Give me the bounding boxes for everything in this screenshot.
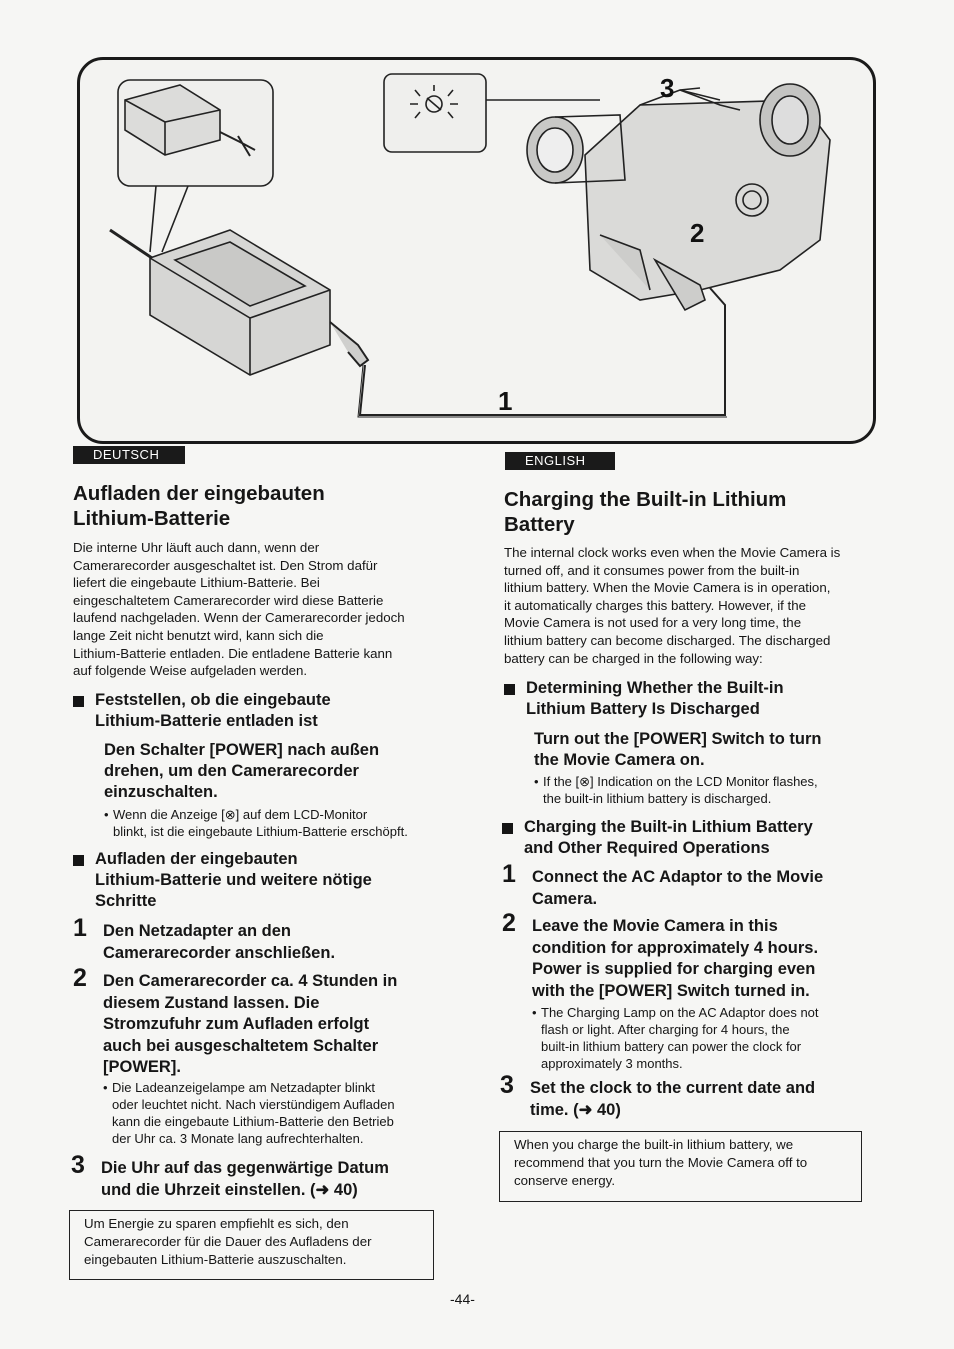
figure-label-3: 3 [660, 73, 675, 103]
english-note-line: the built-in lithium battery is discharged. [543, 791, 772, 806]
deutsch-intro-line: Die interne Uhr läuft auch dann, wenn der [73, 540, 320, 555]
deutsch-section-1-note [104, 806, 444, 840]
english-energy-tip-box [499, 1131, 862, 1202]
deutsch-energy-tip-box [69, 1210, 434, 1280]
english-intro-line: The internal clock works even when the Movie Camera is [504, 545, 841, 560]
deutsch-intro [73, 539, 453, 680]
step-number: 2 [73, 964, 87, 992]
deutsch-section-1-line: Lithium-Batterie entladen ist [95, 712, 318, 730]
deutsch-step-2-line: Stromzufuhr zum Aufladen erfolgt [103, 1015, 370, 1033]
step-number: 3 [500, 1071, 514, 1099]
deutsch-step-2-line: auch bei ausgeschaltetem Schalter [103, 1036, 379, 1055]
camera-charging-illustration [80, 60, 873, 441]
english-note-line: approximately 3 months. [541, 1056, 683, 1071]
deutsch-step-3-line: und die Uhrzeit einstellen. (➜ 40) [101, 1180, 358, 1199]
english-intro-line: it automatically charges this battery. However, if the [504, 597, 807, 613]
deutsch-box-line: eingebauten Lithium-Batterie auszuschalten. [84, 1252, 347, 1267]
english-step-2-line: condition for approximately 4 hours. [532, 938, 819, 957]
english-step-3-line: Set the clock to the current date and [530, 1079, 816, 1097]
english-intro [504, 544, 884, 667]
deutsch-step-1 [73, 914, 453, 964]
deutsch-section-2-line: Schritte [95, 892, 157, 910]
english-box-line: recommend that you turn the Movie Camera off to [514, 1155, 808, 1170]
deutsch-note-line: Wenn die Anzeige [⊗] auf dem LCD-Monitor [113, 807, 368, 822]
deutsch-note-line: blinkt, ist die eingebaute Lithium-Batterie erschöpft. [113, 824, 408, 839]
english-note-line: built-in lithium battery can power the clock for [541, 1039, 802, 1054]
deutsch-step-3-line: Die Uhr auf das gegenwärtige Datum [101, 1159, 389, 1177]
english-intro-line: turned off, and it consumes power from the built-in [504, 562, 800, 578]
english-note-line: flash or light. After charging for 4 hours, the [541, 1022, 790, 1037]
english-note-line: The Charging Lamp on the AC Adaptor does not [541, 1005, 819, 1020]
english-section-1-line: Lithium Battery Is Discharged [526, 700, 760, 718]
bullet-icon: • [534, 774, 539, 789]
deutsch-intro-line: lange Zeit nicht benutzt wird, kann sich die [73, 627, 324, 643]
bullet-icon: • [103, 1080, 108, 1095]
language-tag-english: ENGLISH [505, 452, 615, 470]
english-intro-line: lithium battery. When the Movie Camera is in operation, [504, 580, 831, 596]
square-bullet-icon [73, 855, 84, 866]
deutsch-section-1-step [104, 740, 444, 803]
deutsch-intro-line: Camerarecorder ausgeschaltet ist. Den Strom dafür [73, 557, 378, 573]
english-step-1 [502, 860, 892, 910]
english-step-3 [500, 1071, 890, 1121]
step-number: 1 [502, 860, 516, 888]
english-intro-line: Movie Camera is not used for a very long time, the [504, 615, 802, 631]
english-box-line: conserve energy. [514, 1173, 616, 1188]
deutsch-intro-line: auf folgende Weise aufgeladen werden. [73, 663, 308, 679]
deutsch-section-1-heading [73, 690, 453, 732]
step-number: 2 [502, 909, 516, 937]
english-step-line: the Movie Camera on. [534, 751, 705, 769]
deutsch-section-2-line: Aufladen der eingebauten [95, 850, 298, 868]
english-title-line: Battery [504, 513, 575, 536]
deutsch-step-2-note [103, 1079, 448, 1147]
deutsch-intro-line: liefert die eingebaute Lithium-Batterie. Bei [73, 575, 320, 591]
deutsch-step-line: einzuschalten. [104, 783, 218, 801]
square-bullet-icon [502, 823, 513, 834]
deutsch-step-1-line: Den Netzadapter an den [103, 922, 291, 940]
deutsch-title [73, 481, 453, 531]
deutsch-box-line: Um Energie zu sparen empfiehlt es sich, den [84, 1216, 349, 1231]
english-step-1-line: Connect the AC Adaptor to the Movie [532, 868, 824, 886]
deutsch-step-line: drehen, um den Camerarecorder [104, 762, 359, 780]
english-box-line: When you charge the built-in lithium battery, we [514, 1137, 794, 1152]
deutsch-section-1-line: Feststellen, ob die eingebaute [95, 691, 331, 709]
page-number: -44- [450, 1291, 475, 1307]
english-section-1-line: Determining Whether the Built-in [526, 679, 784, 697]
english-step-2 [502, 909, 892, 1002]
deutsch-note-line: oder leuchtet nicht. Nach vierstündigem Aufladen [112, 1097, 395, 1112]
deutsch-section-2-line: Lithium-Batterie und weitere nötige [95, 871, 372, 889]
lcd-indicator-box [384, 74, 486, 152]
english-title [504, 487, 894, 537]
english-title-line: Charging the Built-in Lithium [504, 488, 787, 511]
deutsch-step-2 [73, 964, 453, 1079]
illustration-panel [77, 57, 876, 444]
deutsch-note-line: kann die eingebaute Lithium-Batterie den Betrieb [112, 1114, 394, 1129]
english-step-line: Turn out the [POWER] Switch to turn [534, 730, 822, 748]
bullet-icon: • [104, 807, 109, 822]
deutsch-column [73, 481, 453, 531]
step-number: 1 [73, 914, 87, 942]
english-step-3-line: time. (➜ 40) [530, 1100, 621, 1119]
english-step-2-note [532, 1004, 882, 1072]
english-section-2-line: and Other Required Operations [524, 839, 770, 857]
deutsch-intro-line: laufend nachgeladen. Wenn der Camerarecorder jedoch [73, 610, 405, 626]
figure-label-1: 1 [498, 386, 513, 416]
deutsch-step-2-line: diesem Zustand lassen. Die [103, 993, 320, 1012]
bullet-icon: • [532, 1005, 537, 1020]
deutsch-box-line: Camerarecorder für die Dauer des Aufladens der [84, 1234, 372, 1249]
deutsch-step-3 [71, 1151, 451, 1201]
square-bullet-icon [504, 684, 515, 695]
step-number: 3 [71, 1151, 85, 1179]
english-step-2-line: Power is supplied for charging even [532, 960, 816, 978]
square-bullet-icon [73, 696, 84, 707]
deutsch-note-line: der Uhr ca. 3 Monate lang aufrechterhalten. [112, 1131, 364, 1146]
english-section-2-heading [502, 817, 892, 859]
english-step-2-line: with the [POWER] Switch turned in. [532, 981, 810, 1000]
deutsch-intro-line: Lithium-Batterie entladen. Die entladene Batterie kann [73, 645, 393, 661]
deutsch-intro-line: eingeschaltetem Camerarecorder wird diese Batterie [73, 592, 384, 608]
english-intro-line: battery can be charged in the following way: [504, 650, 763, 666]
deutsch-title-line: Aufladen der eingebauten [73, 482, 325, 505]
deutsch-title-line: Lithium-Batterie [73, 507, 231, 530]
english-intro-line: lithium battery can become discharged. The discharged [504, 632, 831, 648]
english-note-line: If the [⊗] Indication on the LCD Monitor flashes, [543, 774, 818, 789]
deutsch-section-2-heading [73, 849, 453, 912]
english-section-1-step [534, 729, 884, 771]
english-section-2-line: Charging the Built-in Lithium Battery [524, 818, 813, 836]
deutsch-step-2-line: [POWER]. [103, 1058, 181, 1076]
english-section-1-note [534, 773, 884, 807]
english-step-1-line: Camera. [532, 889, 598, 908]
english-step-2-line: Leave the Movie Camera in this [532, 917, 778, 935]
deutsch-step-1-line: Camerarecorder anschließen. [103, 943, 336, 962]
figure-label-2: 2 [690, 218, 705, 248]
deutsch-step-line: Den Schalter [POWER] nach außen [104, 741, 380, 759]
deutsch-step-2-line: Den Camerarecorder ca. 4 Stunden in [103, 972, 398, 990]
deutsch-note-line: Die Ladeanzeigelampe am Netzadapter blinkt [112, 1080, 376, 1095]
language-tag-deutsch: DEUTSCH [73, 446, 185, 464]
english-section-1-heading [504, 678, 894, 720]
